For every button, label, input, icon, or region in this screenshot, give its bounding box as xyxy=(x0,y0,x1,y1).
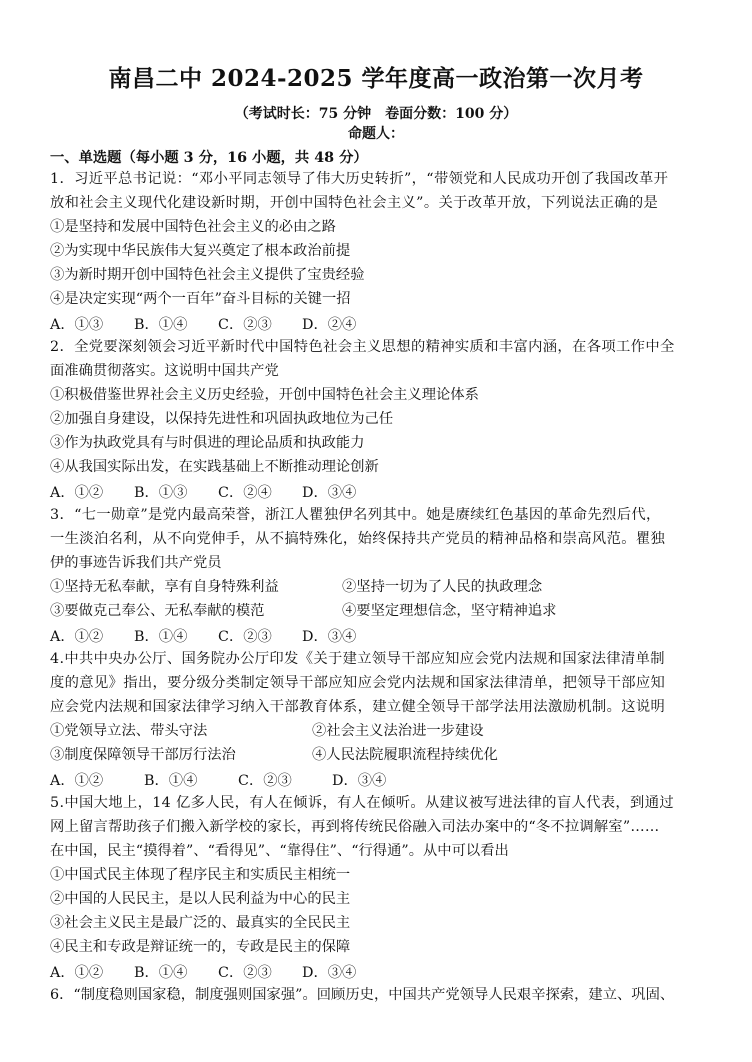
q4-options-row2 xyxy=(50,746,498,764)
q1-stem-line2: 放和社会主义现代化建设新时期，开创中国特色社会主义”。关于改革开放，下列说法正确的是 xyxy=(50,195,659,211)
q1-choice-a[interactable]: A．①③ xyxy=(50,317,104,333)
q3-choice-a[interactable]: A．①② xyxy=(50,629,104,645)
q2-option-3: ③作为执政党具有与时俱进的理论品质和执政能力 xyxy=(50,435,365,451)
q4-stem-line1: 4.中共中央办公厅、国务院办公厅印发《关于建立领导干部应知应会党内法规和国家法律清单制 xyxy=(50,651,665,667)
q4-option-1: ①党领导立法、带头守法 xyxy=(50,723,208,739)
q1-choice-b[interactable]: B．①④ xyxy=(134,317,188,333)
q3-choice-c[interactable]: C．②③ xyxy=(218,629,272,645)
q5-choice-c[interactable]: C．②③ xyxy=(218,965,272,981)
q3-options-row2 xyxy=(50,602,556,620)
q4-choice-c[interactable]: C．②③ xyxy=(238,773,292,789)
q5-choices xyxy=(50,962,356,982)
q2-option-1: ①积极借鉴世界社会主义历史经验，开创中国特色社会主义理论体系 xyxy=(50,387,479,403)
q2-choices xyxy=(50,482,356,502)
q2-choice-b[interactable]: B．①③ xyxy=(134,485,188,501)
q5-choice-b[interactable]: B．①④ xyxy=(134,965,188,981)
q2-choice-a[interactable]: A．①② xyxy=(50,485,104,501)
q3-option-2: ②坚持一切为了人民的执政理念 xyxy=(342,579,543,595)
q4-choice-b[interactable]: B．①④ xyxy=(144,773,198,789)
q2-option-4: ④从我国实际出发，在实践基础上不断推动理论创新 xyxy=(50,459,379,475)
q3-option-3: ③要做克己奉公、无私奉献的模范 xyxy=(50,603,265,619)
q5-stem-line2: 网上留言帮助孩子们搬入新学校的家长，再到将传统民俗融入司法办案中的“冬不拉调解室”…… xyxy=(50,819,660,835)
q4-stem-line3: 应会党内法规和国家法律学习纳入干部教育体系，建立健全领导干部学法用法激励机制。这说明 xyxy=(50,699,666,715)
q5-choice-a[interactable]: A．①② xyxy=(50,965,104,981)
q3-choice-d[interactable]: D．③④ xyxy=(302,629,357,645)
q1-choice-d[interactable]: D．②④ xyxy=(302,317,357,333)
q3-option-1: ①坚持无私奉献，享有自身特殊利益 xyxy=(50,579,279,595)
q2-choice-d[interactable]: D．③④ xyxy=(302,485,357,501)
q3-choices xyxy=(50,626,356,646)
exam-author: 命题人： xyxy=(348,126,404,142)
q1-option-4: ④是决定实现“两个一百年”奋斗目标的关键一招 xyxy=(50,291,351,307)
q4-option-4: ④人民法院履职流程持续优化 xyxy=(312,747,498,763)
q2-option-2: ②加强自身建设，以保持先进性和巩固执政地位为己任 xyxy=(50,411,394,427)
q6-stem-line1: 6．“制度稳则国家稳，制度强则国家强”。回顾历史，中国共产党领导人民艰辛探索，建立、巩固、 xyxy=(50,987,675,1003)
q3-options-row1 xyxy=(50,578,542,596)
q5-choice-d[interactable]: D．③④ xyxy=(302,965,357,981)
q3-choice-b[interactable]: B．①④ xyxy=(134,629,188,645)
q1-stem-line1: 1．习近平总书记说：“邓小平同志领导了伟大历史转折”，“带领党和人民成功开创了我国改革开 xyxy=(50,171,669,187)
q3-stem-line1: 3．“七一勋章”是党内最高荣誉，浙江人瞿独伊名列其中。她是赓续红色基因的革命先烈后代， xyxy=(50,507,661,523)
q5-option-1: ①中国式民主体现了程序民主和实质民主相统一 xyxy=(50,867,351,883)
q2-stem-line1: 2．全党要深刻领会习近平新时代中国特色社会主义思想的精神实质和丰富内涵，在各项工作中全 xyxy=(50,339,675,355)
q4-choice-d[interactable]: D．③④ xyxy=(332,773,387,789)
q4-stem-line2: 度的意见》指出，要分级分类制定领导干部应知应会党内法规和国家法律清单，把领导干部应知 xyxy=(50,675,666,691)
q2-choice-c[interactable]: C．②④ xyxy=(218,485,272,501)
q4-choices xyxy=(50,770,386,790)
q1-option-2: ②为实现中华民族伟大复兴奠定了根本政治前提 xyxy=(50,243,351,259)
q4-options-row1 xyxy=(50,722,484,740)
q3-stem-line2: 一生淡泊名利，从不向党伸手，从不搞特殊化，始终保持共产党员的精神品格和崇高风范。瞿独 xyxy=(50,531,666,547)
exam-title: 南昌二中 2024-2025 学年度高一政治第一次月考 xyxy=(108,65,644,92)
q2-stem-line2: 面准确贯彻落实。这说明中国共产党 xyxy=(50,363,279,379)
q1-choice-c[interactable]: C．②③ xyxy=(218,317,272,333)
q3-option-4: ④要坚定理想信念，坚守精神追求 xyxy=(342,603,557,619)
q5-stem-line1: 5.中国大地上，14 亿多人民，有人在倾诉，有人在倾听。从建议被写进法律的盲人代表，到通过 xyxy=(50,795,674,811)
q1-option-3: ③为新时期开创中国特色社会主义提供了宝贵经验 xyxy=(50,267,365,283)
q1-option-1: ①是坚持和发展中国特色社会主义的必由之路 xyxy=(50,219,336,235)
q4-option-2: ②社会主义法治进一步建设 xyxy=(312,723,484,739)
q5-option-3: ③社会主义民主是最广泛的、最真实的全民民主 xyxy=(50,915,351,931)
q1-choices xyxy=(50,314,356,334)
q5-stem-line3: 在中国，民主“摸得着”、“看得见”、“靠得住”、“行得通”。从中可以看出 xyxy=(50,843,509,859)
section-heading: 一、单选题（每小题 3 分，16 小题，共 48 分） xyxy=(50,150,368,166)
q3-stem-line3: 伊的事迹告诉我们共产党员 xyxy=(50,555,222,571)
q4-option-3: ③制度保障领导干部厉行法治 xyxy=(50,747,236,763)
exam-info: （考试时长：75 分钟 卷面分数：100 分） xyxy=(234,106,518,122)
q5-option-4: ④民主和专政是辩证统一的，专政是民主的保障 xyxy=(50,939,351,955)
q5-option-2: ②中国的人民民主，是以人民利益为中心的民主 xyxy=(50,891,351,907)
q4-choice-a[interactable]: A．①② xyxy=(50,773,104,789)
